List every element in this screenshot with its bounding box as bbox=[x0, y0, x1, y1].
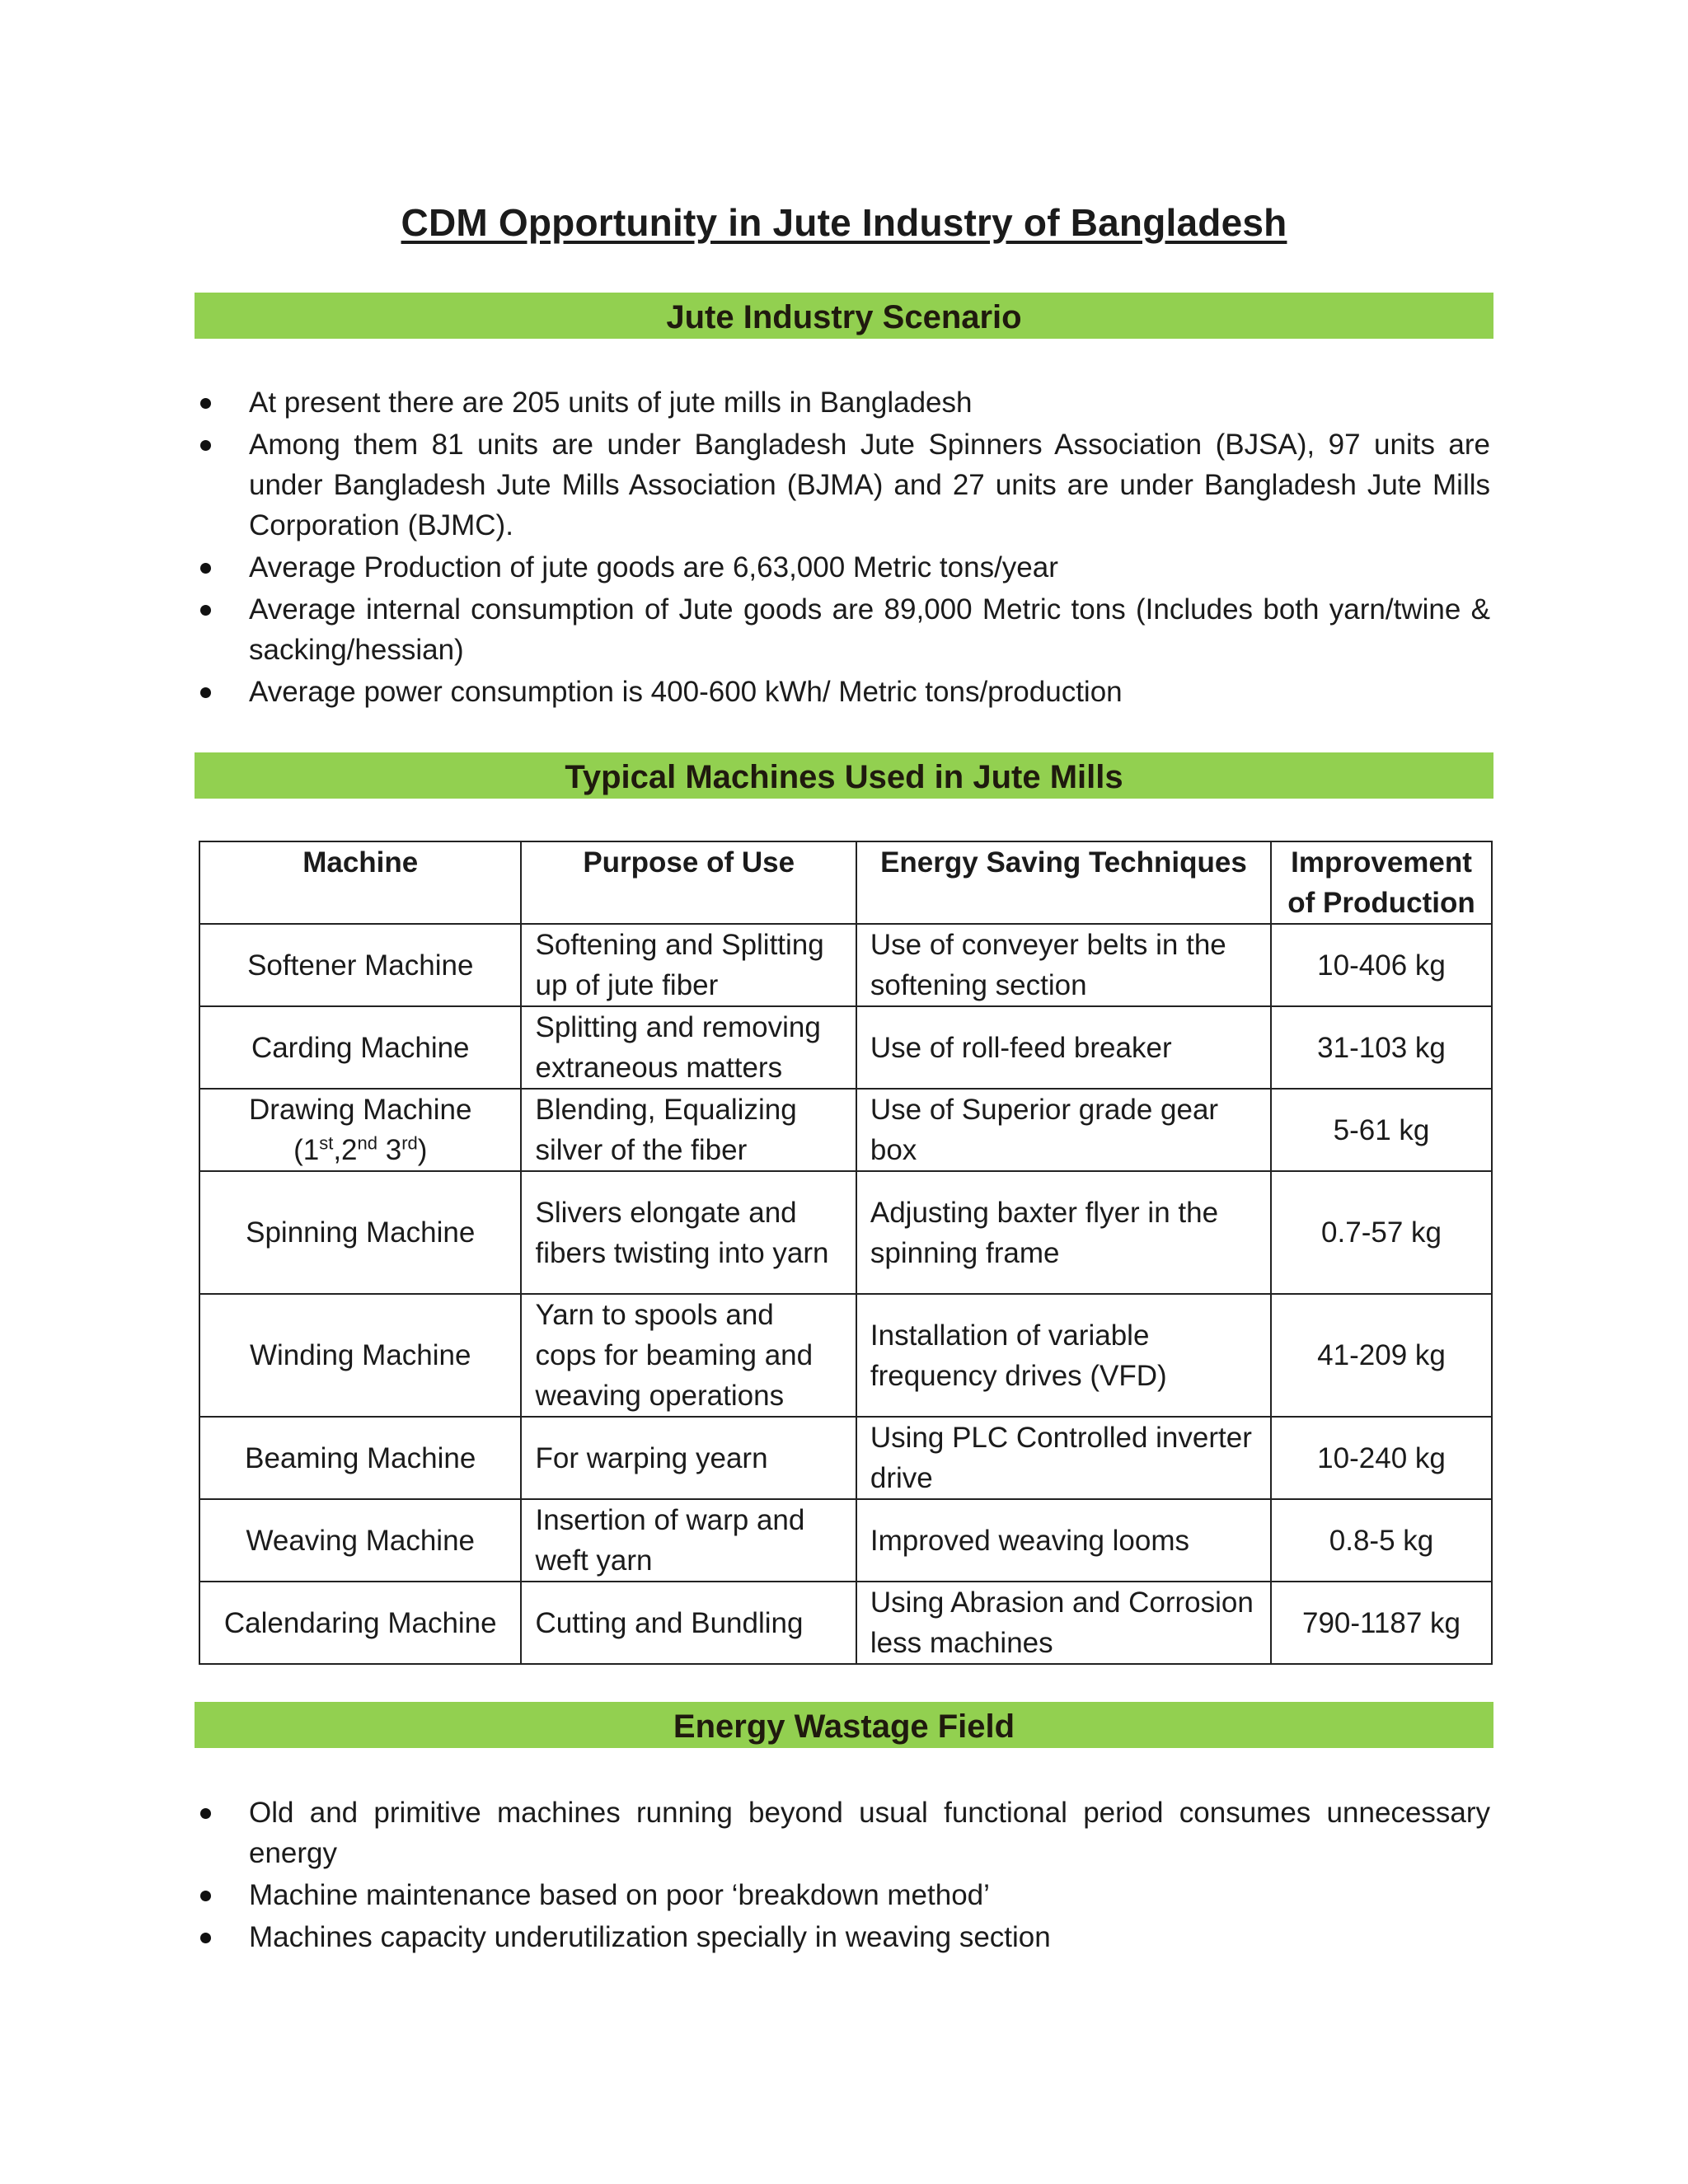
table-row bbox=[199, 1171, 1492, 1294]
table-row bbox=[199, 1499, 1492, 1582]
list-item: Among them 81 units are under Bangladesh Jute Spinners Association (BJSA), 97 units are under Bangladesh Jute Mills Association (BJMA) and 27 units are under Bangladesh Jute Mills Corporation (BJMC). bbox=[195, 424, 1490, 546]
column-header-purpose: Purpose of Use bbox=[521, 841, 856, 924]
machine-cell: Weaving Machine bbox=[199, 1499, 521, 1582]
table-row bbox=[199, 924, 1492, 1006]
improvement-cell: 790-1187 kg bbox=[1271, 1582, 1492, 1664]
table-row bbox=[199, 1417, 1492, 1499]
machine-cell: Winding Machine bbox=[199, 1294, 521, 1417]
technique-cell: Using Abrasion and Corrosion less machines bbox=[856, 1582, 1271, 1664]
improvement-cell: 0.8-5 kg bbox=[1271, 1499, 1492, 1582]
improvement-cell: 31-103 kg bbox=[1271, 1006, 1492, 1089]
technique-cell: Using PLC Controlled inverter drive bbox=[856, 1417, 1271, 1499]
document-title: CDM Opportunity in Jute Industry of Bangladesh bbox=[401, 201, 1287, 244]
purpose-cell: Blending, Equalizing silver of the fiber bbox=[521, 1089, 856, 1171]
improvement-cell: 10-240 kg bbox=[1271, 1417, 1492, 1499]
technique-cell: Use of roll-feed breaker bbox=[856, 1006, 1271, 1089]
wastage-bullet-list bbox=[195, 1793, 1490, 1957]
technique-cell: Use of Superior grade gear box bbox=[856, 1089, 1271, 1171]
improvement-cell: 10-406 kg bbox=[1271, 924, 1492, 1006]
machines-table bbox=[199, 841, 1493, 1665]
list-item: Average Production of jute goods are 6,63,000 Metric tons/year bbox=[195, 547, 1490, 588]
section-heading-scenario: Jute Industry Scenario bbox=[195, 293, 1493, 339]
purpose-cell: Cutting and Bundling bbox=[521, 1582, 856, 1664]
purpose-cell: Insertion of warp and weft yarn bbox=[521, 1499, 856, 1582]
purpose-cell: Slivers elongate and fibers twisting into yarn bbox=[521, 1171, 856, 1294]
purpose-cell: Softening and Splitting up of jute fiber bbox=[521, 924, 856, 1006]
machine-cell: Beaming Machine bbox=[199, 1417, 521, 1499]
purpose-cell: For warping yearn bbox=[521, 1417, 856, 1499]
table-row bbox=[199, 1006, 1492, 1089]
machine-cell bbox=[199, 1089, 521, 1171]
technique-cell: Adjusting baxter flyer in the spinning frame bbox=[856, 1171, 1271, 1294]
scenario-bullet-list bbox=[195, 382, 1490, 712]
list-item: Average internal consumption of Jute goods are 89,000 Metric tons (Includes both yarn/twine & sacking/hessian) bbox=[195, 589, 1490, 670]
table-header-row bbox=[199, 841, 1492, 924]
technique-cell: Use of conveyer belts in the softening section bbox=[856, 924, 1271, 1006]
column-header-machine: Machine bbox=[199, 841, 521, 924]
column-header-improvement: Improvement of Production bbox=[1271, 841, 1492, 924]
machine-stage-ordinals: (1st,2nd 3rd) bbox=[293, 1132, 428, 1166]
list-item: Old and primitive machines running beyond usual functional period consumes unnecessary energy bbox=[195, 1793, 1490, 1873]
section-heading-wastage: Energy Wastage Field bbox=[195, 1702, 1493, 1748]
table-row bbox=[199, 1294, 1492, 1417]
technique-cell: Installation of variable frequency drives (VFD) bbox=[856, 1294, 1271, 1417]
list-item: Average power consumption is 400-600 kWh/ Metric tons/production bbox=[195, 672, 1490, 712]
list-item: At present there are 205 units of jute mills in Bangladesh bbox=[195, 382, 1490, 423]
table-row bbox=[199, 1089, 1492, 1171]
machine-cell: Carding Machine bbox=[199, 1006, 521, 1089]
improvement-cell: 0.7-57 kg bbox=[1271, 1171, 1492, 1294]
improvement-cell: 5-61 kg bbox=[1271, 1089, 1492, 1171]
purpose-cell: Splitting and removing extraneous matters bbox=[521, 1006, 856, 1089]
list-item: Machine maintenance based on poor ‘breakdown method’ bbox=[195, 1875, 1490, 1915]
machine-cell: Calendaring Machine bbox=[199, 1582, 521, 1664]
machine-cell: Spinning Machine bbox=[199, 1171, 521, 1294]
list-item: Machines capacity underutilization specially in weaving section bbox=[195, 1917, 1490, 1957]
table-row bbox=[199, 1582, 1492, 1664]
section-heading-machines: Typical Machines Used in Jute Mills bbox=[195, 752, 1493, 799]
technique-cell: Improved weaving looms bbox=[856, 1499, 1271, 1582]
column-header-technique: Energy Saving Techniques bbox=[856, 841, 1271, 924]
purpose-cell: Yarn to spools and cops for beaming and weaving operations bbox=[521, 1294, 856, 1417]
improvement-cell: 41-209 kg bbox=[1271, 1294, 1492, 1417]
machine-cell: Softener Machine bbox=[199, 924, 521, 1006]
machine-name: Drawing Machine bbox=[249, 1094, 472, 1126]
